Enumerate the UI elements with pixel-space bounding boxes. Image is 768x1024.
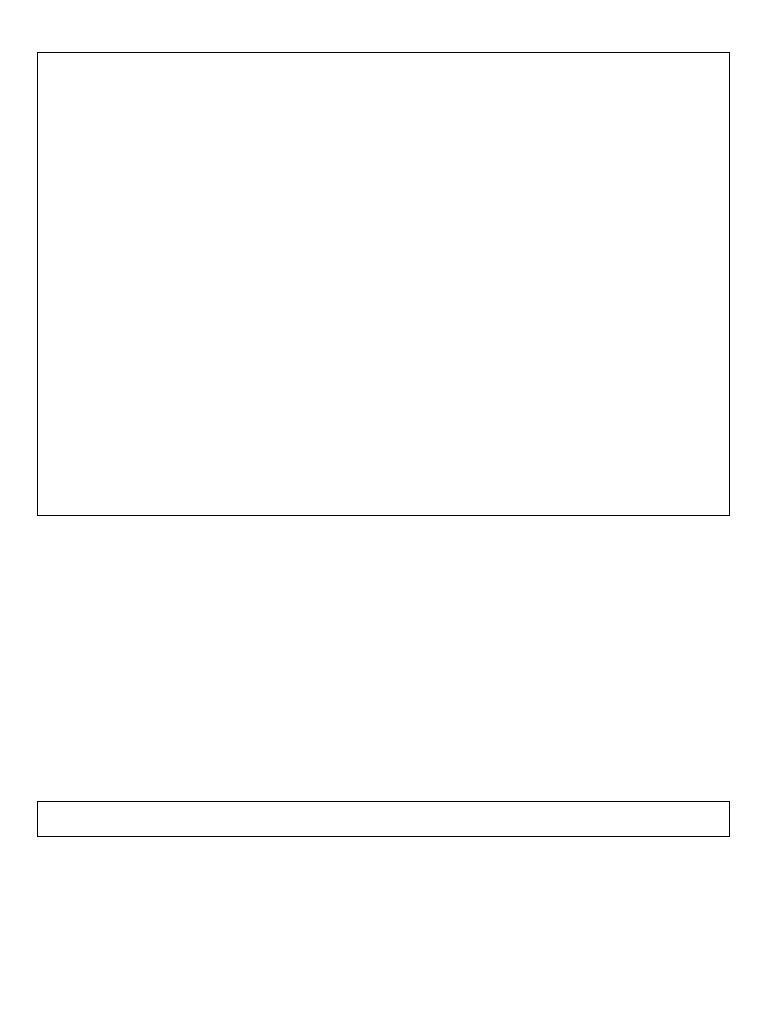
document-page-bottom <box>37 801 730 837</box>
document-page-top <box>37 52 730 516</box>
